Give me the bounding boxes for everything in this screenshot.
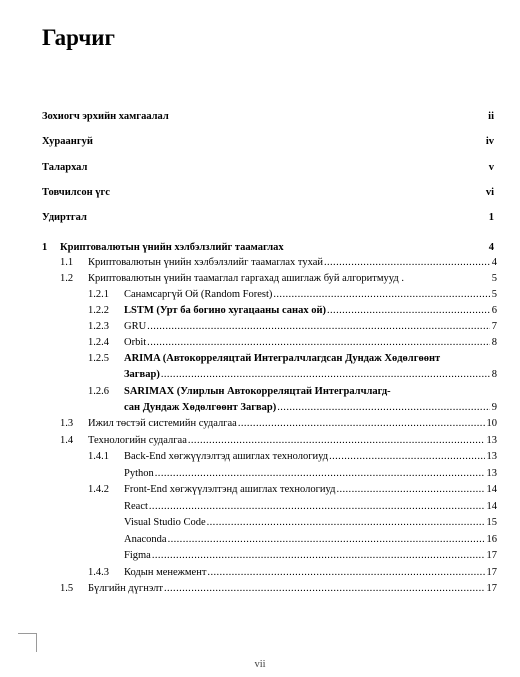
toc-entry-abstract[interactable] (0, 134, 520, 149)
toc-entry-page: 14 (486, 501, 497, 512)
toc-entry-number: 1.2.4 (88, 337, 109, 348)
toc-entry-anaconda[interactable] (0, 532, 520, 547)
toc-entry-1-2-5-cont[interactable] (0, 367, 520, 382)
toc-entry-1-2-4[interactable] (0, 335, 520, 350)
toc-entry-page: 10 (486, 418, 497, 429)
toc-entry-1-2-1[interactable] (0, 287, 520, 302)
toc-entry-python[interactable] (0, 466, 520, 481)
toc-entry-1-4-2[interactable] (0, 482, 520, 497)
toc-entry-label: LSTM (Урт ба богино хугацааны санах ой) (124, 305, 326, 316)
toc-entry-number: 1.2.5 (88, 353, 109, 364)
toc-entry-page: 7 (491, 321, 497, 332)
toc-entry-label: Криптовалютын үнийн таамаглал гаргахад ашиглаж буй алгоритмууд . (88, 273, 404, 284)
toc-entry-page: ii (488, 111, 494, 122)
toc-entry-label: Figma (124, 550, 151, 561)
toc-entry-page: iv (485, 136, 494, 147)
toc-entry-page: 6 (491, 305, 497, 316)
toc-entry-page: vi (485, 187, 494, 198)
toc-entry-1-2-5[interactable] (0, 351, 520, 366)
toc-entry-number: 1.5 (60, 583, 74, 594)
toc-entry-page: 13 (486, 435, 497, 446)
toc-entry-vscode[interactable] (0, 515, 520, 530)
toc-entry-label: Удиртгал (42, 212, 87, 223)
toc-entry-abbreviations[interactable] (0, 185, 520, 200)
toc-entry-react[interactable] (0, 499, 520, 514)
toc-entry-label: React (124, 501, 148, 512)
toc-entry-label: Visual Studio Code (124, 517, 206, 528)
toc-entry-page: 17 (486, 583, 497, 594)
toc-entry-page: 13 (486, 468, 497, 479)
toc-entry-page: v (488, 162, 494, 173)
toc-entry-label: Кодын менежмент (124, 567, 207, 578)
toc-entry-number: 1.4.3 (88, 567, 109, 578)
toc-entry-label-line1: ARIMA (Автокорреляцтай Интегралчлагдсан Дундаж Хөдөлгөөнт (124, 353, 441, 364)
toc-entry-page: 15 (486, 517, 497, 528)
toc-entry-label: Back-End хөгжүүлэлтэд ашиглах технологиуд (124, 451, 329, 462)
toc-entry-number: 1.3 (60, 418, 74, 429)
toc-entry-1-4-1[interactable] (0, 449, 520, 464)
toc-entry-label: Anaconda (124, 534, 167, 545)
toc-entry-label: Orbit (124, 337, 147, 348)
toc-entry-1-2[interactable] (0, 271, 520, 286)
toc-entry-label-line2: Загвар) (124, 369, 160, 380)
toc-entry-page: 17 (486, 550, 497, 561)
page-title: Гарчиг (42, 25, 115, 50)
toc-entry-1-3[interactable] (0, 416, 520, 431)
page-number-footer: vii (254, 659, 266, 670)
toc-entry-1-2-6-cont[interactable] (0, 400, 520, 415)
toc-entry-label: Зохиогч эрхийн хамгаалал (42, 111, 169, 122)
toc-entry-page: 17 (486, 567, 497, 578)
toc-entry-1-2-3[interactable] (0, 319, 520, 334)
toc-entry-1-2-6[interactable] (0, 384, 520, 399)
page-corner-mark (18, 633, 37, 652)
toc-entry-copyright[interactable] (0, 109, 520, 124)
toc-entry-label-line2: сан Дундаж Хөдөлгөөнт Загвар) (124, 402, 277, 413)
toc-entry-page: 5 (491, 273, 497, 284)
toc-entry-label: Front-End хөгжүүлэлтэнд ашиглах технологиуд (124, 484, 336, 495)
toc-entry-label-line1: SARIMAX (Улирлын Автокорреляцтай Интегралчлагд- (124, 386, 391, 397)
toc-entry-1-4-3[interactable] (0, 565, 520, 580)
toc-entry-number: 1.2.3 (88, 321, 109, 332)
toc-entry-1-4[interactable] (0, 433, 520, 448)
toc-entry-1-5[interactable] (0, 581, 520, 596)
toc-entry-page: 4 (491, 257, 497, 268)
toc-entry-label: Бүлгийн дүгнэлт (88, 583, 163, 594)
toc-entry-label: GRU (124, 321, 147, 332)
toc-entry-page: 8 (491, 337, 497, 348)
toc-entry-page: 14 (486, 484, 497, 495)
toc-entry-number: 1.4.1 (88, 451, 109, 462)
toc-chapter-1[interactable] (0, 240, 520, 255)
toc-entry-label: Python (124, 468, 154, 479)
toc-entry-figma[interactable] (0, 548, 520, 563)
toc-entry-page: 16 (486, 534, 497, 545)
toc-entry-label: Криптовалютын үнийн хэлбэлзлийг таамаглах тухай (88, 257, 323, 268)
toc-entry-page: 5 (491, 289, 497, 300)
toc-entry-label: Санамсаргүй Ой (Random Forest) (124, 289, 273, 300)
toc-entry-1-1[interactable] (0, 255, 520, 270)
toc-entry-page: 13 (486, 451, 497, 462)
toc-entry-label: Товчилсон үгс (42, 187, 110, 198)
toc-entry-1-2-2[interactable] (0, 303, 520, 318)
toc-entry-introduction[interactable] (0, 210, 520, 225)
toc-entry-label: Талархал (42, 162, 88, 173)
toc-entry-number: 1.2.6 (88, 386, 109, 397)
toc-entry-number: 1.1 (60, 257, 74, 268)
toc-entry-page: 9 (491, 402, 497, 413)
toc-entry-number: 1.4.2 (88, 484, 109, 495)
toc-entry-acknowledgement[interactable] (0, 160, 520, 175)
toc-entry-label: Хураангуй (42, 136, 93, 147)
toc-entry-number: 1.2.2 (88, 305, 109, 316)
toc-entry-label: Криптовалютын үнийн хэлбэлзлийг таамаглах (60, 242, 284, 253)
toc-entry-number: 1.4 (60, 435, 74, 446)
toc-entry-number: 1.2.1 (88, 289, 109, 300)
toc-entry-page: 1 (488, 212, 494, 223)
toc-entry-page: 8 (491, 369, 497, 380)
toc-entry-page: 4 (488, 242, 494, 253)
toc-entry-number: 1 (42, 242, 48, 253)
toc-entry-label: Технологийн судалгаа (88, 435, 187, 446)
toc-entry-number: 1.2 (60, 273, 74, 284)
toc-entry-label: Ижил төстэй системийн судалгаа (88, 418, 237, 429)
